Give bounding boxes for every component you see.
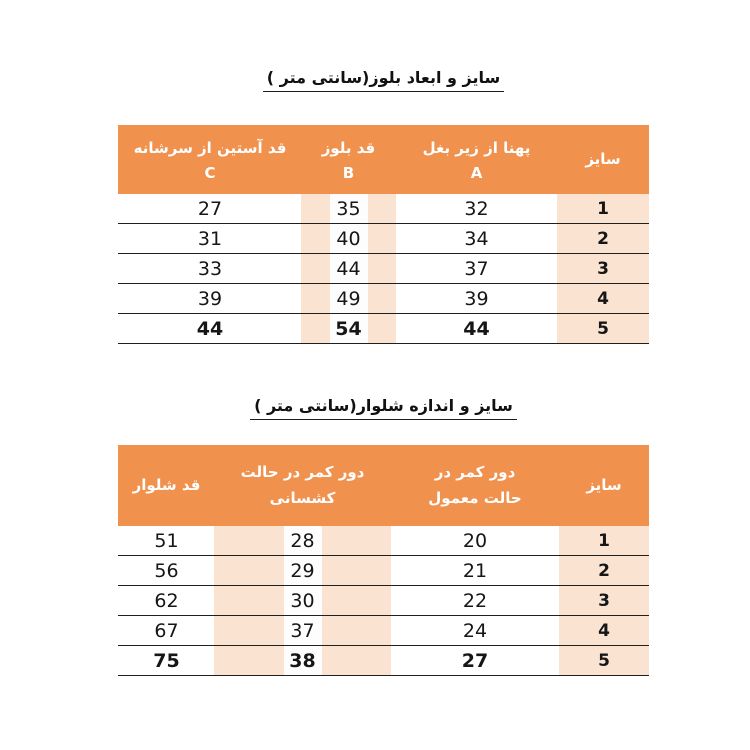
- table-row: [118, 526, 649, 556]
- pants-table-title: [118, 396, 649, 420]
- header-letter-a: A: [470, 163, 483, 182]
- header-size-label: سایز: [586, 476, 622, 494]
- size-value: 1: [559, 526, 649, 555]
- waist-stretched-value: 29: [284, 556, 322, 585]
- blouse-length-cell: [301, 254, 396, 283]
- header-pants-length-label: قد شلوار: [132, 476, 201, 494]
- size-value: 4: [557, 284, 649, 313]
- waist-stretched-value: 30: [284, 586, 322, 615]
- header-sleeve-length: [119, 125, 301, 194]
- size-value: 5: [559, 646, 649, 675]
- table-row: [118, 314, 649, 344]
- pants-length-value: 67: [154, 619, 179, 642]
- pants-size-table: [118, 445, 649, 676]
- pants-length-value: 75: [153, 649, 180, 672]
- pants-table-header-row: [118, 445, 649, 526]
- size-value: 3: [559, 586, 649, 615]
- waist-stretched-cell: [214, 586, 391, 615]
- size-value: 3: [557, 254, 649, 283]
- underarm-width-value: 44: [463, 317, 490, 340]
- blouse-length-cell: [301, 314, 396, 343]
- header-waist-normal-line2: حالت معمول: [428, 489, 522, 507]
- header-letter-b: B: [342, 163, 355, 182]
- header-waist-stretched: [214, 445, 391, 526]
- table-row: [118, 616, 649, 646]
- underarm-width-value: 34: [464, 227, 489, 250]
- pants-length-value: 56: [154, 559, 179, 582]
- pants-length-value: 62: [154, 589, 179, 612]
- pants-length-value: 51: [154, 529, 179, 552]
- header-waist-stretched-line2: کشسانی: [269, 489, 336, 507]
- table-row: [118, 586, 649, 616]
- table-row: [118, 224, 649, 254]
- table-row: [118, 556, 649, 586]
- header-size: [557, 125, 649, 194]
- underarm-width-value: 39: [464, 287, 489, 310]
- table-row: [118, 254, 649, 284]
- blouse-length-cell: [301, 284, 396, 313]
- waist-stretched-cell: [214, 646, 391, 675]
- underarm-width-value: 32: [464, 197, 489, 220]
- sleeve-length-value: 27: [197, 197, 223, 220]
- blouse-length-value: 54: [330, 314, 368, 343]
- header-pants-length: [119, 445, 214, 526]
- underarm-width-value: 37: [464, 257, 489, 280]
- blouse-length-value: 49: [330, 284, 368, 313]
- sleeve-length-value: 39: [197, 287, 223, 310]
- header-underarm-width: [396, 125, 557, 194]
- header-waist-normal: [391, 445, 559, 526]
- waist-normal-value: 21: [462, 559, 488, 582]
- size-value: 2: [557, 224, 649, 253]
- waist-stretched-cell: [214, 526, 391, 555]
- waist-stretched-cell: [214, 616, 391, 645]
- size-value: 4: [559, 616, 649, 645]
- header-size-label: سایز: [585, 150, 621, 168]
- blouse-length-cell: [301, 224, 396, 253]
- pants-table-title-text: سایز و اندازه شلوار(سانتی متر ): [250, 396, 517, 420]
- waist-stretched-value: 37: [284, 616, 322, 645]
- size-value: 2: [559, 556, 649, 585]
- waist-normal-value: 20: [462, 529, 488, 552]
- header-size: [559, 445, 649, 526]
- blouse-length-value: 40: [330, 224, 368, 253]
- sleeve-length-value: 44: [196, 317, 224, 340]
- header-letter-c: C: [204, 163, 216, 182]
- waist-normal-value: 24: [462, 619, 488, 642]
- waist-normal-value: 22: [462, 589, 488, 612]
- blouse-table-title-text: سایز و ابعاد بلوز(سانتی متر ): [263, 68, 505, 92]
- header-blouse-length: [301, 125, 396, 194]
- header-sleeve-length-label: قد آستین از سرشانه: [133, 138, 287, 157]
- size-value: 5: [557, 314, 649, 343]
- table-row: [118, 284, 649, 314]
- header-waist-stretched-line1: دور کمر در حالت: [240, 463, 365, 481]
- waist-stretched-value: 38: [284, 646, 322, 675]
- waist-stretched-value: 28: [284, 526, 322, 555]
- sleeve-length-value: 33: [197, 257, 223, 280]
- blouse-table-title: [118, 68, 649, 92]
- table-row: [118, 646, 649, 676]
- header-blouse-length-label: قد بلوز: [321, 138, 376, 157]
- blouse-length-cell: [301, 194, 396, 223]
- blouse-length-value: 44: [330, 254, 368, 283]
- size-value: 1: [557, 194, 649, 223]
- sleeve-length-value: 31: [197, 227, 223, 250]
- header-underarm-width-label: پهنا از زیر بغل: [422, 138, 531, 157]
- blouse-length-value: 35: [330, 194, 368, 223]
- blouse-size-table: [118, 125, 649, 344]
- header-waist-normal-line1: دور کمر در: [434, 463, 516, 481]
- table-row: [118, 194, 649, 224]
- waist-stretched-cell: [214, 556, 391, 585]
- blouse-table-header-row: [118, 125, 649, 194]
- waist-normal-value: 27: [461, 649, 489, 672]
